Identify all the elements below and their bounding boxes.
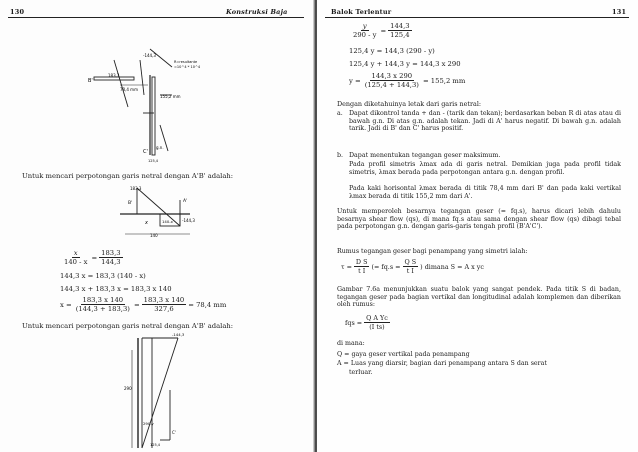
running-title-left: Konstruksi Baja [226, 8, 288, 16]
req1-rhs-den: 125,4 [390, 31, 410, 39]
r-equation-3: 125,4 y + 144,3 y = 144,3 x 290 [349, 60, 461, 68]
label-140-x: 140-x [162, 219, 173, 224]
symmetric-formula-intro: Rumus tegangan geser bagi penampang yang simetri ialah: [337, 248, 528, 255]
shear-flow-paragraph: Untuk memperoleh besarnya tegangan geser (= fq.s), harus dicari lebih dahulu besarnya shear flow (qs), di mana fq.s atau sama dengan shear flow (qs) dibagi tebal pada perpotongan g.n. dengan garis-garis tengah profil (B'A'C'). [337, 208, 621, 231]
f2-den: t I [406, 267, 414, 275]
running-title-right: Balok Terlentur [331, 8, 392, 16]
web-stress-bar [152, 77, 155, 155]
req1-rhs-num: 144,3 [390, 22, 410, 30]
label-c-prime: C' [143, 149, 148, 155]
intro-text: Dengan diketahuinya letak dari garis netral: [337, 100, 482, 108]
figure-paragraph: Gambar 7.6a menunjukkan suatu balok yang sangat pendek. Pada titik S di badan, tegangan geser pada bagian vertikal dan longitudinal adalah komplemen dan diberikan oleh rumus: [337, 286, 621, 309]
equation-y-result [349, 72, 465, 89]
equation-3: 144,3 x + 183,3 x = 183,3 x 140 [60, 285, 172, 293]
fqs-den: (I ts) [369, 323, 385, 331]
stress-profile-diagram [0, 25, 315, 165]
definition-q: Q = gaya geser vertikal pada penampang [337, 351, 470, 358]
f2-num: Q S [404, 258, 417, 266]
req4-suffix: = 155,2 mm [422, 76, 466, 85]
req4-den: (125,4 + 144,3) [364, 81, 419, 89]
item-b-text-1: Dapat menentukan tegangan geser maksimum. [349, 152, 501, 159]
label-b-prime: B' [88, 78, 93, 84]
note-resultant: R=resultante [174, 60, 198, 64]
f1-mid: (= fq.s = [371, 262, 401, 271]
label-140: 140 [150, 233, 158, 238]
equation-ratio-y: $\frac{y}{290 - y}$ = $\frac{144,3}{125,4}$ [353, 22, 410, 39]
f1-num: D S [355, 258, 368, 266]
eq1-rhs-den: 144,3 [101, 258, 121, 266]
label-1443-web: -144,3 [172, 332, 185, 337]
page-number-right: 131 [612, 8, 627, 16]
r-equation-2: 125,4 y = 144,3 (290 - y) [349, 47, 435, 55]
right-page [317, 0, 638, 452]
label-1552: 155,2 mm [160, 94, 181, 99]
heading-intersection-2: Untuk mencari perpotongan garis netral dengan A'B' adalah: [22, 322, 234, 330]
flange-diag [137, 188, 180, 226]
label-b-prime-2: B' [128, 201, 133, 206]
label-gn: g.n. [156, 145, 164, 150]
fqs-num: Q A Yc [366, 314, 388, 322]
label-bottom-dim: 125,4 [148, 159, 159, 163]
eq1-lhs-den: 140 - x [64, 258, 88, 266]
eq4-f1-den: (144,3 + 183,3) [75, 305, 130, 313]
web-intersection-diagram [0, 330, 315, 452]
note-resultant-2: =10^4 * 10^4 [174, 65, 201, 69]
resultant-arrow [150, 49, 172, 67]
definition-a-cont: terluar. [349, 369, 373, 376]
label-290: 290 [124, 386, 132, 391]
req4-prefix: y = [349, 76, 361, 85]
heading-intersection-1: Untuk mencari perpotongan garis netral dengan A'B' adalah: [22, 172, 234, 180]
label-a-prime: A' [183, 199, 188, 204]
req4-num: 144,3 x 290 [371, 72, 413, 80]
diag-line-1 [114, 60, 128, 107]
equation-2: 144,3 x = 183,3 (140 - x) [60, 272, 146, 280]
eq4-mid: = [133, 300, 140, 309]
eq4-f2-num: 183,3 x 140 [143, 296, 185, 304]
shear-stress-formula [341, 258, 484, 275]
label-290-y: 290-y [143, 421, 154, 426]
eq4-prefix: x = [60, 300, 72, 309]
definition-a: A = Luas yang diarsir, bagian dari penampang antara S dan serat [337, 360, 547, 367]
label-1443: -144,3 [182, 218, 195, 223]
f1-lhs: τ = [341, 262, 352, 271]
di-mana-label: di mana: [337, 340, 365, 347]
label-left-dim: 183,3 [108, 73, 120, 78]
equation-x-result [60, 296, 226, 313]
item-b-text-2: Pada profil simetris λmax ada di garis netral. Demikian juga pada profil tidak simetris, λmax berada pada perpotongan antara g.n. dengan profil. [349, 161, 621, 176]
header-rule-left [8, 17, 304, 18]
label-1833: 183,3 [130, 186, 142, 191]
left-page [0, 0, 315, 452]
eq4-f2-den: 327,6 [154, 305, 174, 313]
item-b-text-3: Pada kaki horisontal λmax berada di titik 78,4 mm dari B' dan pada kaki vertikal λmax berada di titik 155,2 mm dari A'. [349, 185, 621, 200]
f2-lhs: fqs = [345, 318, 363, 327]
eq4-f1-num: 183,3 x 140 [82, 296, 124, 304]
label-c-prime-web: C' [172, 430, 176, 435]
page-number-left: 130 [10, 8, 25, 16]
fqs-formula [345, 314, 392, 331]
item-b-label: b. [337, 152, 344, 159]
item-a-text: Dapat dikontrol tanda + dan - (tarik dan tekan); berdasarkan beban R di atas atau di bawah g.n. Di atas g.n. adalah tekan. Jadi di A' harus negatif. Di bawah g.n. adalah tarik. Jadi di B' dan C' harus positif. [349, 110, 621, 133]
f1-tail: ) dimana S = A x yc [420, 262, 484, 271]
item-a-label: a. [337, 110, 343, 117]
label-1254: 125,4 [150, 443, 161, 447]
equation-ratio-x: $\frac{x}{140 - x}$ = $\frac{183,3}{144,3}$ [64, 249, 121, 266]
req1-lhs-den: 290 - y [353, 31, 377, 39]
label-784: 78,4 mm [120, 87, 138, 92]
eq1-rhs-num: 183,3 [101, 249, 121, 257]
label-top-dim: -144,3 [143, 53, 156, 58]
label-x: x [145, 220, 148, 226]
eq1-lhs-num: x [73, 249, 78, 257]
diag-line-2 [140, 60, 144, 95]
req1-lhs-num: y [362, 22, 367, 30]
flange-intersection-diagram [0, 182, 315, 244]
eq4-suffix: = 78,4 mm [188, 300, 227, 309]
header-rule-right [325, 17, 629, 18]
f1-den: t I [358, 267, 366, 275]
